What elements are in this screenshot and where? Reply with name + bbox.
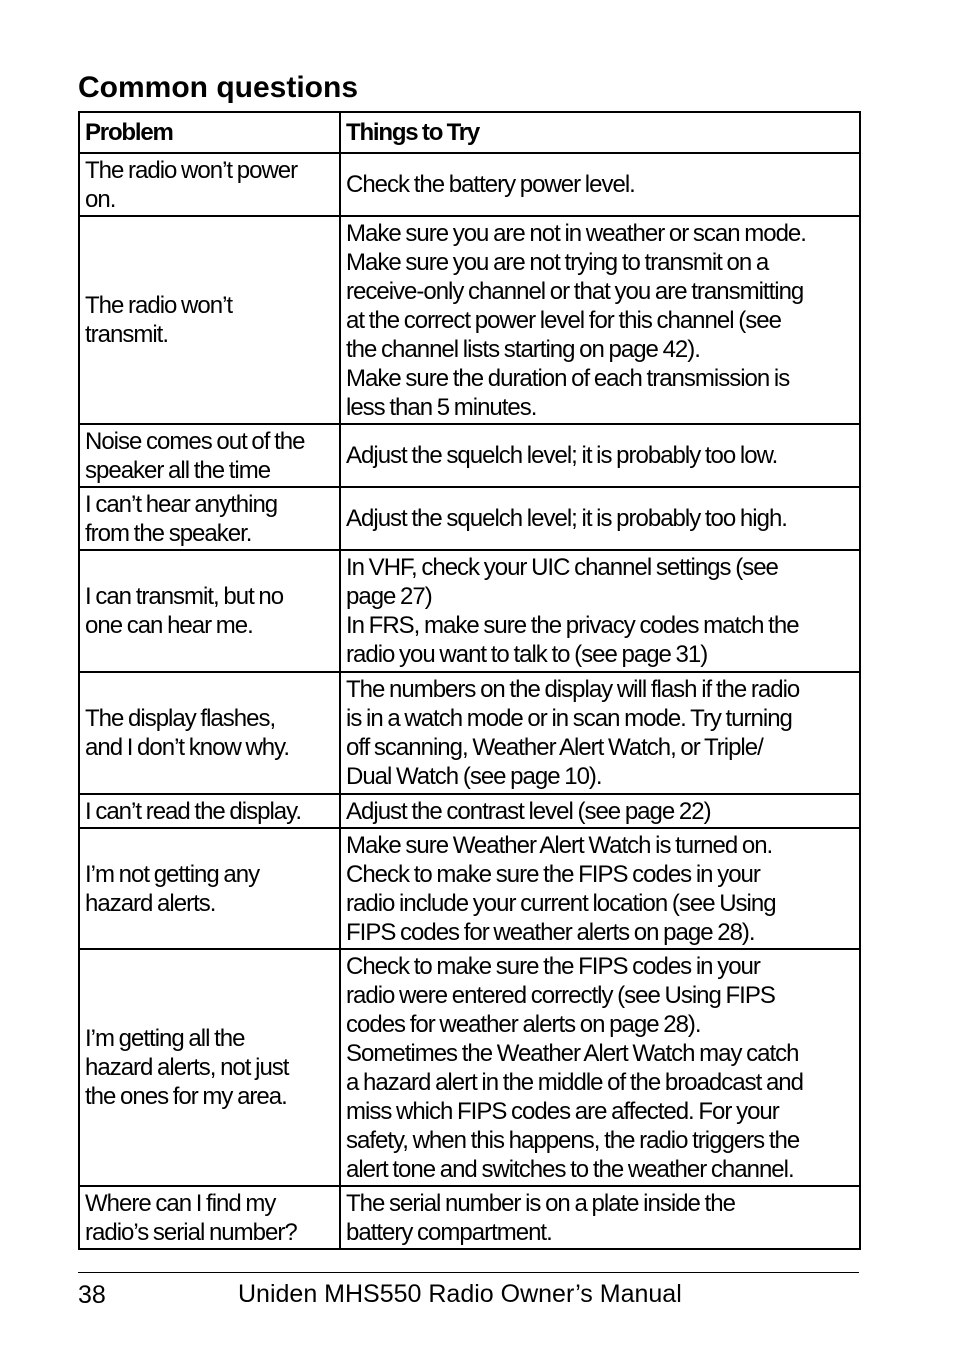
manual-title: Uniden MHS550 Radio Owner’s Manual xyxy=(238,1280,682,1308)
table-row xyxy=(79,794,860,828)
solution-cell: The serial number is on a plate inside the battery compartment. xyxy=(340,1186,860,1249)
problem-cell: I’m getting all the hazard alerts, not just the ones for my area. xyxy=(79,949,340,1186)
table-row xyxy=(79,153,860,216)
table-row xyxy=(79,1186,860,1249)
table-row xyxy=(79,550,860,672)
problem-cell: The radio won’t power on. xyxy=(79,153,340,216)
problem-cell: I can transmit, but no one can hear me. xyxy=(79,550,340,672)
page-number: 38 xyxy=(78,1281,106,1309)
solution-cell: Adjust the squelch level; it is probably too low. xyxy=(340,424,860,487)
problem-cell: I can’t hear anything from the speaker. xyxy=(79,487,340,550)
problem-cell: I’m not getting any hazard alerts. xyxy=(79,828,340,949)
solution-cell: The numbers on the display will flash if the radio is in a watch mode or in scan mode. Try turning off scanning, Weather Alert Watch, or Triple/ Dual Watch (see page 10). xyxy=(340,672,860,794)
troubleshooting-table xyxy=(78,111,861,1250)
table-header-row xyxy=(79,112,860,153)
solution-cell: In VHF, check your UIC channel settings (see page 27) In FRS, make sure the privacy codes match the radio you want to talk to (see page 31) xyxy=(340,550,860,672)
footer-divider xyxy=(78,1272,859,1273)
problem-cell: The display flashes, and I don’t know why. xyxy=(79,672,340,794)
solution-cell: Make sure you are not in weather or scan mode. Make sure you are not trying to transmit on a receive-only channel or that you are transmitting at the correct power level for this channel (see the channel lists starting on page 42). Make sure the duration of each transmission is less than 5 minutes. xyxy=(340,216,860,424)
table-row xyxy=(79,828,860,949)
solution-cell: Check the battery power level. xyxy=(340,153,860,216)
solution-cell: Check to make sure the FIPS codes in your radio were entered correctly (see Using FIPS codes for weather alerts on page 28). Sometimes the Weather Alert Watch may catch a hazard alert in the middle of the broadcast and miss which FIPS codes are affected. For your safety, when this happens, the radio triggers the alert tone and switches to the weather channel. xyxy=(340,949,860,1186)
problem-cell: The radio won’t transmit. xyxy=(79,216,340,424)
problem-cell: Noise comes out of the speaker all the time xyxy=(79,424,340,487)
solution-cell: Adjust the squelch level; it is probably too high. xyxy=(340,487,860,550)
table-row xyxy=(79,424,860,487)
solution-cell: Make sure Weather Alert Watch is turned on. Check to make sure the FIPS codes in your radio include your current location (see Using FIPS codes for weather alerts on page 28). xyxy=(340,828,860,949)
table-row xyxy=(79,216,860,424)
problem-cell: Where can I find my radio’s serial number? xyxy=(79,1186,340,1249)
column-header-things-to-try: Things to Try xyxy=(340,112,860,153)
table-row xyxy=(79,487,860,550)
solution-cell: Adjust the contrast level (see page 22) xyxy=(340,794,860,828)
table-row xyxy=(79,672,860,794)
table-row xyxy=(79,949,860,1186)
column-header-problem: Problem xyxy=(79,112,340,153)
section-heading: Common questions xyxy=(78,71,359,104)
problem-cell: I can’t read the display. xyxy=(79,794,340,828)
